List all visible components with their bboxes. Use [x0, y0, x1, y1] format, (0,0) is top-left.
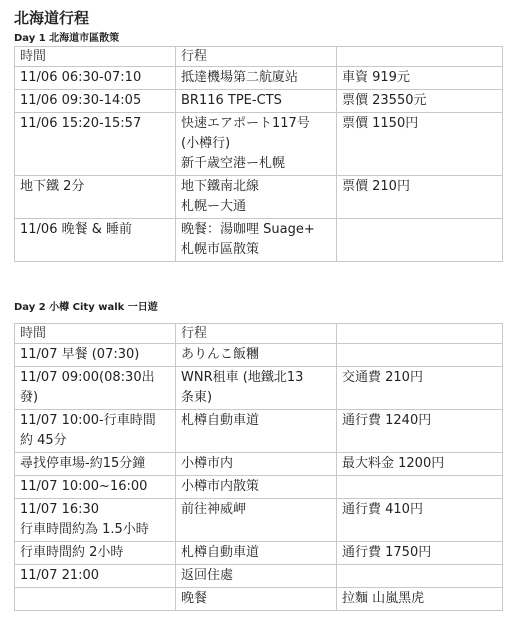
cost-cell [337, 476, 503, 499]
header-cost [337, 47, 503, 67]
itinerary-cell: 抵達機場第二航廈站 [176, 67, 337, 90]
table-row [15, 565, 503, 588]
time-cell: 11/07 21:00 [15, 565, 176, 588]
time-cell: 地下鐵 2分 [15, 176, 176, 219]
cost-cell [337, 344, 503, 367]
time-cell: 11/07 16:30 行車時間約為 1.5小時 [15, 499, 176, 542]
header-cost [337, 324, 503, 344]
header-time: 時間 [15, 47, 176, 67]
table-row [15, 588, 503, 611]
cost-cell: 票價 210円 [337, 176, 503, 219]
header-row [15, 324, 503, 344]
day2-table-header [15, 324, 503, 344]
day2-title: Day 2 小樽 City walk 一日遊 [14, 302, 158, 313]
itinerary-cell: 小樽市内散策 [176, 476, 337, 499]
table-row [15, 499, 503, 542]
table-row [15, 219, 503, 262]
table-row [15, 176, 503, 219]
cost-cell: 通行費 1750円 [337, 542, 503, 565]
cost-cell: 拉麵 山嵐黑虎 [337, 588, 503, 611]
table-row [15, 542, 503, 565]
itinerary-cell: 晚餐：湯咖哩 Suage+ 札幌市區散策 [176, 219, 337, 262]
cost-cell: 票價 23550元 [337, 90, 503, 113]
time-cell: 11/07 早餐 (07:30) [15, 344, 176, 367]
itinerary-cell: 地下鐵南北線 札幌ー大通 [176, 176, 337, 219]
cost-cell [337, 219, 503, 262]
header-row [15, 47, 503, 67]
itinerary-cell: 札樽自動車道 [176, 542, 337, 565]
itinerary-cell: 札樽自動車道 [176, 410, 337, 453]
time-cell: 11/06 09:30-14:05 [15, 90, 176, 113]
time-cell: 尋找停車場-約15分鐘 [15, 453, 176, 476]
time-cell: 11/06 晚餐 & 睡前 [15, 219, 176, 262]
time-cell [15, 588, 176, 611]
time-cell: 11/07 09:00(08:30出 發) [15, 367, 176, 410]
itinerary-cell: 快速エアポート117号 (小樽行) 新千歳空港ー札幌 [176, 113, 337, 176]
table-row [15, 367, 503, 410]
table-row [15, 67, 503, 90]
cost-cell: 交通費 210円 [337, 367, 503, 410]
day2-table-body [15, 344, 503, 611]
day2-itinerary-table [14, 323, 503, 611]
table-row [15, 90, 503, 113]
header-itinerary: 行程 [176, 47, 337, 67]
table-row [15, 453, 503, 476]
header-time: 時間 [15, 324, 176, 344]
itinerary-cell: 晚餐 [176, 588, 337, 611]
day1-table-body [15, 67, 503, 262]
table-row [15, 410, 503, 453]
cost-cell: 車資 919元 [337, 67, 503, 90]
cost-cell: 通行費 410円 [337, 499, 503, 542]
day1-title: Day 1 北海道市區散策 [14, 33, 120, 44]
cost-cell: 通行費 1240円 [337, 410, 503, 453]
table-row [15, 113, 503, 176]
table-row [15, 476, 503, 499]
cost-cell: 票價 1150円 [337, 113, 503, 176]
time-cell: 11/07 10:00-行車時間 約 45分 [15, 410, 176, 453]
document-title: 北海道行程 [14, 9, 90, 27]
time-cell: 11/06 15:20-15:57 [15, 113, 176, 176]
itinerary-cell: 返回住處 [176, 565, 337, 588]
time-cell: 行車時間約 2小時 [15, 542, 176, 565]
cost-cell: 最大料金 1200円 [337, 453, 503, 476]
itinerary-cell: WNR租車 (地鐵北13 条東) [176, 367, 337, 410]
table-row [15, 344, 503, 367]
time-cell: 11/06 06:30-07:10 [15, 67, 176, 90]
cost-cell [337, 565, 503, 588]
itinerary-cell: 前往神威岬 [176, 499, 337, 542]
itinerary-cell: ありんこ飯糰 [176, 344, 337, 367]
itinerary-cell: 小樽市内 [176, 453, 337, 476]
time-cell: 11/07 10:00~16:00 [15, 476, 176, 499]
itinerary-cell: BR116 TPE-CTS [176, 90, 337, 113]
day1-itinerary-table [14, 46, 503, 262]
day1-table-header [15, 47, 503, 67]
header-itinerary: 行程 [176, 324, 337, 344]
